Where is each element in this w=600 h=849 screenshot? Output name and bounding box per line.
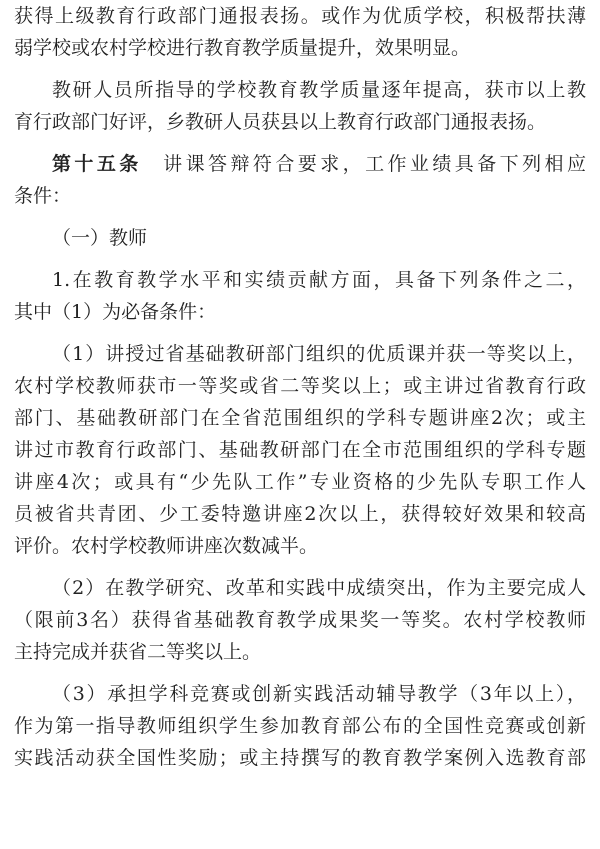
paragraph-p7 xyxy=(14,572,586,668)
text-line: 主持完成并获省二等奖以上。 xyxy=(14,641,262,663)
text-line: （2）在教学研究、改革和实践中成绩突出，作为主要完成人 xyxy=(52,577,586,599)
text-line xyxy=(14,148,586,180)
paragraph-p4 xyxy=(14,222,586,254)
paragraph-p1 xyxy=(14,0,586,64)
text-line: 讲过市教育行政部门、基础教研部门在全市范围组织的学科专题 xyxy=(14,439,586,461)
text-line: 作为第一指导教师组织学生参加教育部公布的全国性竞赛或创新 xyxy=(14,715,586,737)
paragraph-p2 xyxy=(14,74,586,138)
paragraph-p5 xyxy=(14,264,586,328)
text-line: 其中（1）为必备条件： xyxy=(14,301,217,323)
text-line: 讲座4次；或具有“少先队工作”专业资格的少先队专职工作人 xyxy=(14,471,586,493)
text-line: （限前3名）获得省基础教育教学成果奖一等奖。农村学校教师 xyxy=(14,609,586,631)
text-line: 部门、基础教研部门在全省范围组织的学科专题讲座2次；或主 xyxy=(14,407,586,429)
paragraph-p8 xyxy=(14,678,586,774)
text-line: 弱学校或农村学校进行教育教学质量提升，效果明显。 xyxy=(14,37,471,59)
text-line: 评价。农村学校教师讲座次数减半。 xyxy=(14,535,319,557)
text-line: 1.在教育教学水平和实绩贡献方面，具备下列条件之二， xyxy=(52,269,586,291)
document-page xyxy=(14,0,586,774)
paragraph-p3 xyxy=(14,148,586,212)
paragraph-p6 xyxy=(14,338,586,562)
text-line: 教研人员所指导的学校教育教学质量逐年提高，获市以上教 xyxy=(52,79,586,101)
text-line: 育行政部门好评，乡教研人员获县以上教育行政部门通报表扬。 xyxy=(14,111,547,133)
text-line: 获得上级教育行政部门通报表扬。或作为优质学校，积极帮扶薄 xyxy=(14,5,586,27)
article-heading: 第十五条 xyxy=(52,153,142,175)
section-label: （一）教师 xyxy=(52,227,148,249)
text-line: 条件： xyxy=(14,185,72,207)
text-line: （3）承担学科竞赛或创新实践活动辅导教学（3年以上）， xyxy=(52,683,586,705)
text-line: （1）讲授过省基础教研部门组织的优质课并获一等奖以上， xyxy=(52,343,586,365)
article-text: 讲课答辩符合要求，工作业绩具备下列相应 xyxy=(159,153,586,175)
text-line: 实践活动获全国性奖励；或主持撰写的教育教学案例入选教育部 xyxy=(14,747,586,769)
text-line: 农村学校教师获市一等奖或省二等奖以上；或主讲过省教育行政 xyxy=(14,375,586,397)
text-line: 员被省共青团、少工委特邀讲座2次以上，获得较好效果和较高 xyxy=(14,503,586,525)
